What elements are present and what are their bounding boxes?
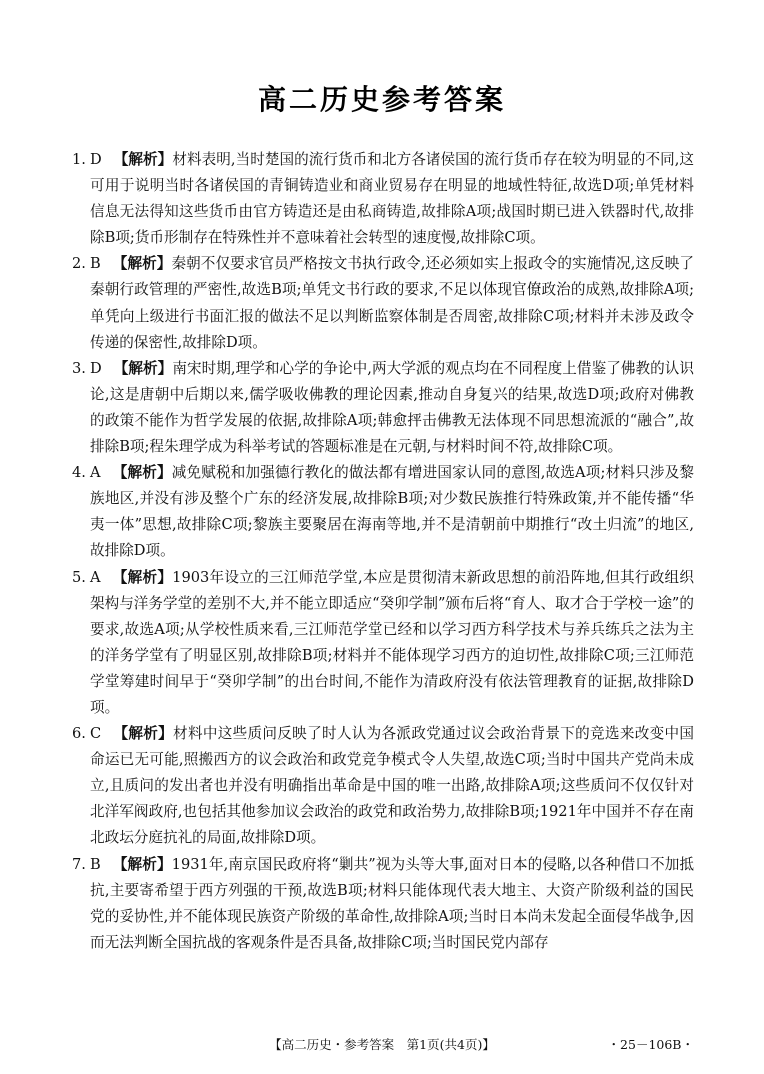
- answer-text: 减免赋税和加强德行教化的做法都有增进国家认同的意图,故选A项;材料只涉及黎族地区,并没有涉及整个广东的经济发展,故排除B项;对少数民族推行特殊政策,并不能传播“华夷一体”思想,故排除C项;黎族主要聚居在海南等地,并不是清朝前中期推行“改土归流”的地区,故排除D项。: [90, 464, 694, 560]
- analysis-tag: 【解析】: [113, 725, 174, 743]
- answer-option: B: [90, 855, 101, 873]
- answer-option: A: [90, 464, 101, 482]
- answer-item-5: [72, 565, 694, 722]
- footer-page-info: 【高二历史・参考答案 第1页(共4页)】: [269, 1037, 495, 1052]
- answer-number: 2.: [72, 255, 86, 273]
- answer-option: B: [90, 255, 101, 273]
- analysis-tag: 【解析】: [112, 255, 172, 273]
- analysis-tag: 【解析】: [112, 464, 172, 482]
- answer-number: 6.: [72, 725, 86, 743]
- answer-list: [72, 147, 694, 956]
- answer-number: 3.: [72, 359, 86, 377]
- answer-item-4: [72, 460, 694, 564]
- analysis-tag: 【解析】: [112, 855, 172, 873]
- answer-number: 4.: [72, 464, 86, 482]
- analysis-tag: 【解析】: [112, 568, 173, 586]
- answer-item-7: [72, 852, 694, 956]
- page-footer: [0, 1035, 764, 1055]
- answer-item-2: [72, 251, 694, 355]
- page-title: 高二历史参考答案: [257, 83, 506, 116]
- answer-text: 1903年设立的三江师范学堂,本应是贯彻清末新政思想的前沿阵地,但其行政组织架构与洋务学堂的差别不大,并不能立即适应“癸卯学制”颁布后将“育人、取才合于学校一途”的要求,故选A项;从学校性质来看,三江师范学堂已经和以学习西方科学技术与养兵练兵之法为主的洋务学堂有了明显区别,故排除B项;材料并不能体现学习西方的迫切性,故排除C项;三江师范学堂筹建时间早于“癸卯学制”的出台时间,不能作为清政府没有依法管理教育的证据,故排除D项。: [90, 568, 694, 716]
- answer-text: 1931年,南京国民政府将“剿共”视为头等大事,面对日本的侵略,以各种借口不加抵抗,主要寄希望于西方列强的干预,故选B项;材料只能体现代表大地主、大资产阶级利益的国民党的妥协性,并不能体现民族资产阶级的革命性,故排除A项;当时日本尚未发起全面侵华战争,因而无法判断全国抗战的客观条件是否具备,故排除C项;当时国民党内部存: [90, 855, 694, 951]
- answer-number: 5.: [72, 568, 86, 586]
- answer-item-3: [72, 356, 694, 460]
- answer-number: 1.: [72, 151, 86, 168]
- answer-number: 7.: [72, 855, 86, 873]
- answer-option: D: [90, 359, 102, 377]
- answer-text: 材料表明,当时楚国的流行货币和北方各诸侯国的流行货币存在较为明显的不同,这可用于说明当时各诸侯国的青铜铸造业和商业贸易存在明显的地域性特征,故选D项;单凭材料信息无法得知这些货币由官方铸造还是由私商铸造,故排除A项;战国时期已进入铁器时代,故排除B项;货币形制存在特殊性并不意味着社会转型的速度慢,故排除C项。: [90, 151, 694, 247]
- answer-text: 材料中这些质问反映了时人认为各派政党通过议会政治背景下的竞选来改变中国命运已无可能,照搬西方的议会政治和政党竞争模式令人失望,故选C项;当时中国共产党尚未成立,且质问的发出者也并没有明确指出革命是中国的唯一出路,故排除A项;这些质问不仅仅针对北洋军阀政府,也包括其他参加议会政治的政党和政治势力,故排除B项;1921年中国并不存在南北政坛分庭抗礼的局面,故排除D项。: [90, 725, 694, 847]
- answer-option: A: [90, 568, 101, 586]
- answer-text: 秦朝不仅要求官员严格按文书执行政令,还必须如实上报政令的实施情况,这反映了秦朝行政管理的严密性,故选B项;单凭文书行政的要求,不足以体现官僚政治的成熟,故排除A项;单凭向上级进行书面汇报的做法不足以判断监察体制是否周密,故排除C项;材料并未涉及政令传递的保密性,故排除D项。: [90, 255, 694, 351]
- answer-option: C: [90, 725, 102, 743]
- answer-item-6: [72, 721, 694, 851]
- analysis-tag: 【解析】: [113, 359, 173, 377]
- answer-option: D: [90, 151, 102, 168]
- analysis-tag: 【解析】: [113, 151, 173, 168]
- footer-code: ・25－106B・: [607, 1037, 694, 1052]
- answer-text: 南宋时期,理学和心学的争论中,两大学派的观点均在不同程度上借鉴了佛教的认识论,这是唐朝中后期以来,儒学吸收佛教的理论因素,推动自身复兴的结果,故选D项;政府对佛教的政策不能作为哲学发展的依据,故排除A项;韩愈抨击佛教无法体现不同思想流派的“融合”,故排除B项;程朱理学成为科举考试的答题标准是在元朝,与材料时间不符,故排除C项。: [90, 359, 694, 456]
- answer-item-1: [72, 147, 694, 251]
